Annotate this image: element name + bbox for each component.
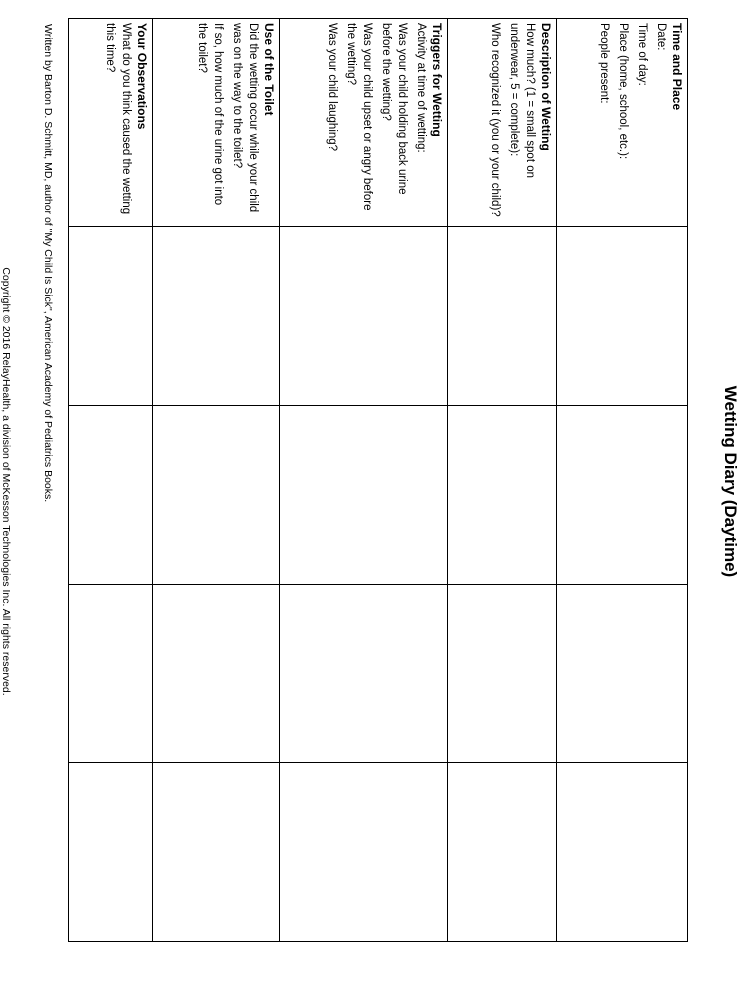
entry-cell[interactable] xyxy=(279,227,447,406)
question-text: Who recognized it (you or your child)? xyxy=(488,23,501,217)
table-row xyxy=(69,19,153,942)
question-text: Date: xyxy=(655,23,667,51)
copyright-notice: Copyright © 2016 RelayHealth, a division of McKesson Technologies Inc. All rights reserved. xyxy=(0,267,12,696)
entry-cell[interactable] xyxy=(152,405,279,584)
entry-cell[interactable] xyxy=(69,763,153,942)
entry-cell[interactable] xyxy=(69,227,153,406)
question-text: Activity at time of wetting: xyxy=(414,23,427,153)
section-label xyxy=(152,19,279,227)
question-text: Was your child laughing? xyxy=(325,23,338,152)
entry-cell[interactable] xyxy=(447,227,556,406)
entry-cell[interactable] xyxy=(447,405,556,584)
entry-cell[interactable] xyxy=(152,763,279,942)
question-text: If so, how much of the urine got into the toilet? xyxy=(195,23,224,206)
section-label xyxy=(279,19,447,227)
entry-cell[interactable] xyxy=(152,584,279,763)
entry-cell[interactable] xyxy=(69,405,153,584)
entry-cell[interactable] xyxy=(447,584,556,763)
diary-table xyxy=(68,18,688,942)
question-text: What do you think caused the wetting this time? xyxy=(103,23,132,215)
section-label xyxy=(556,19,687,227)
table-row xyxy=(556,19,687,942)
question-text: How much? (1 = small spot on underwear, 5 = complete): xyxy=(507,23,536,178)
table-row xyxy=(152,19,279,942)
section-heading: Time and Place xyxy=(670,23,684,111)
page-title: Wetting Diary (Daytime) xyxy=(721,385,740,578)
entry-cell[interactable] xyxy=(279,405,447,584)
entry-cell[interactable] xyxy=(279,584,447,763)
entry-cell[interactable] xyxy=(152,227,279,406)
entry-cell[interactable] xyxy=(279,763,447,942)
question-text: Place (home, school, etc.): xyxy=(617,23,629,160)
table-row xyxy=(279,19,447,942)
entry-cell[interactable] xyxy=(556,227,687,406)
table-row xyxy=(447,19,556,942)
section-label xyxy=(69,19,153,227)
question-text: Was your child holding back urine before the wetting? xyxy=(379,23,408,195)
section-heading: Use of the Toilet xyxy=(261,23,276,116)
section-heading: Your Observations xyxy=(134,23,149,130)
question-text: People present: xyxy=(598,23,610,104)
entry-cell[interactable] xyxy=(69,584,153,763)
question-text: Time of day: xyxy=(636,23,648,86)
section-label xyxy=(447,19,556,227)
entry-cell[interactable] xyxy=(556,405,687,584)
question-text: Was your child upset or angry before the wetting? xyxy=(344,23,373,211)
entry-cell[interactable] xyxy=(556,763,687,942)
section-heading: Triggers for Wetting xyxy=(429,23,444,137)
section-heading: Description of Wetting xyxy=(538,23,553,151)
question-text: Did the wetting occur while your child was on the way to the toilet? xyxy=(230,23,259,213)
entry-cell[interactable] xyxy=(556,584,687,763)
author-credit: Written by Barton D. Schmitt, MD, author of "My Child Is Sick", American Academy of Pediatrics Books. xyxy=(42,24,54,503)
entry-cell[interactable] xyxy=(447,763,556,942)
